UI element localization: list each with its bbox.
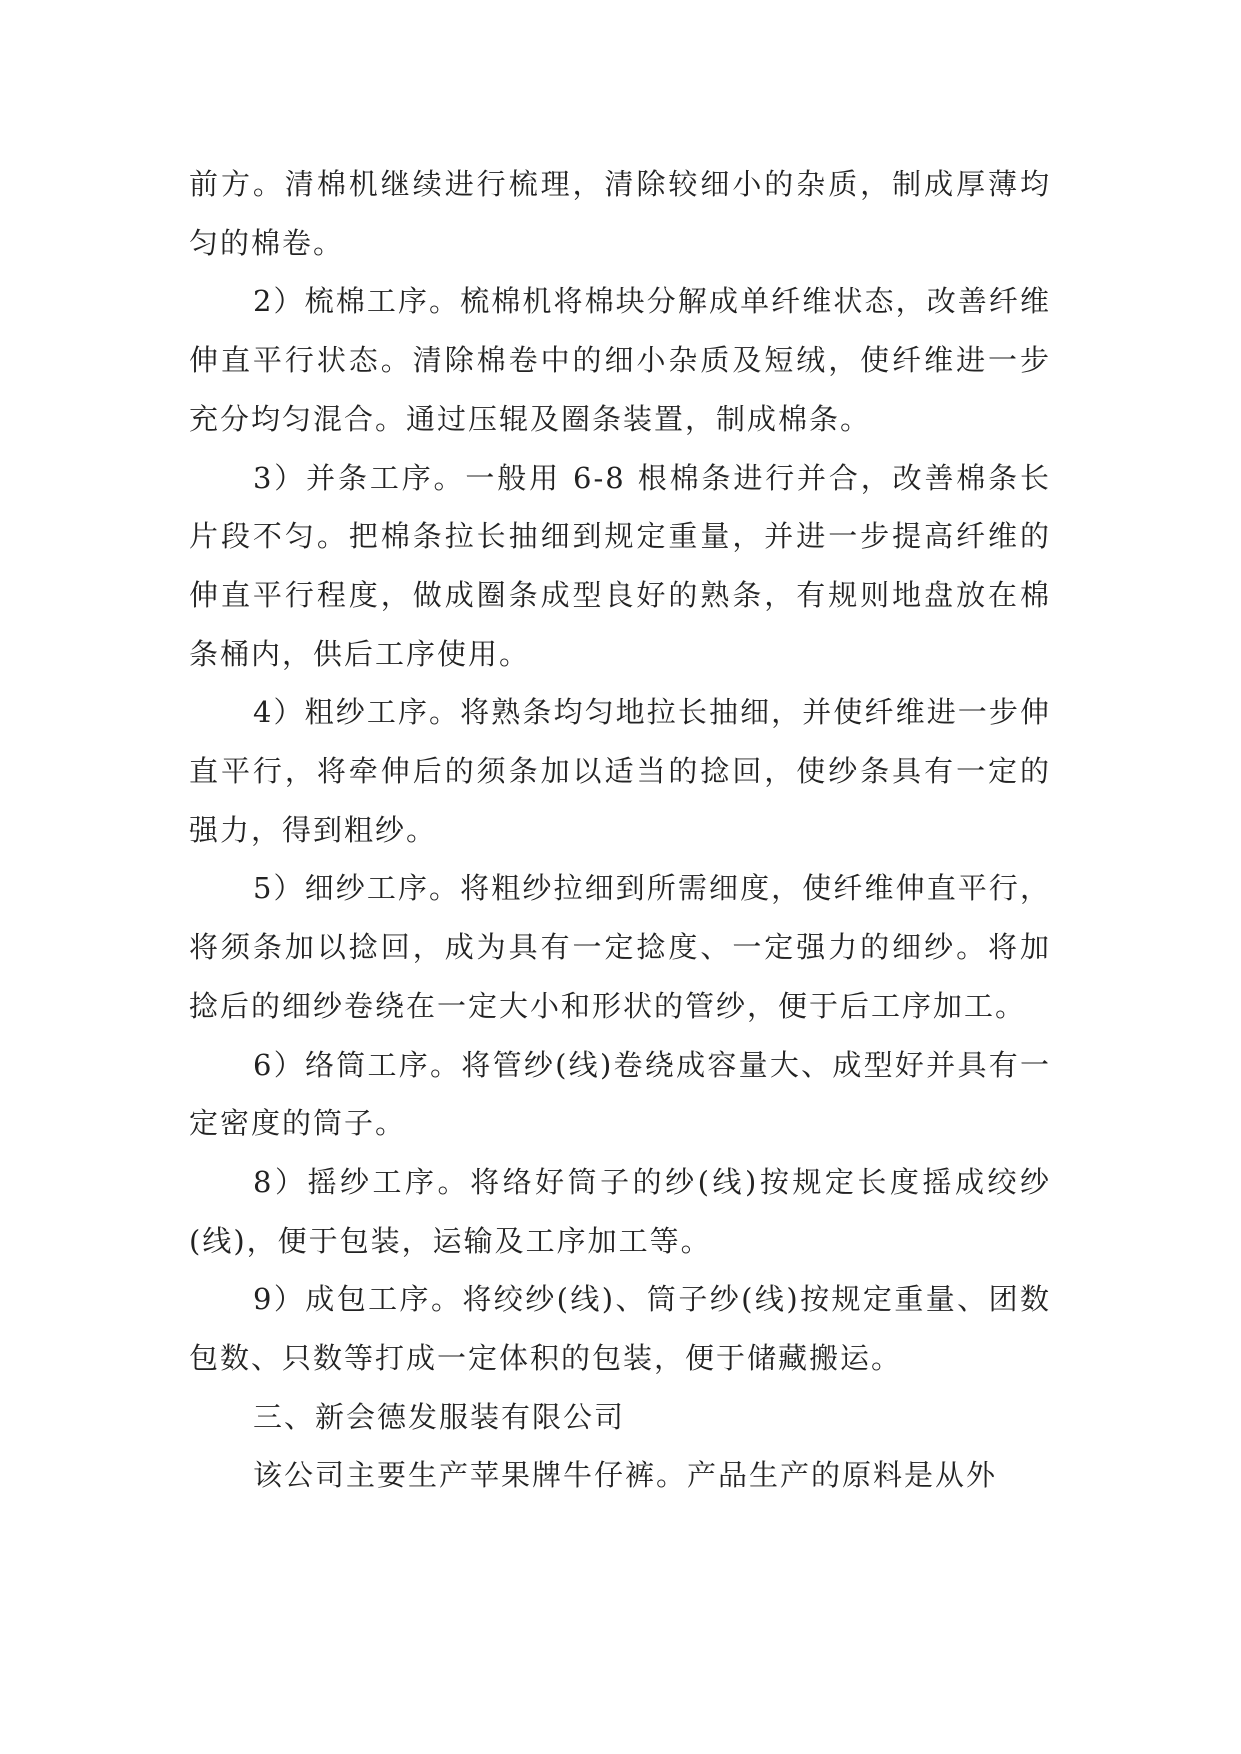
- paragraph-company-intro: 该公司主要生产苹果牌牛仔裤。产品生产的原料是从外: [253, 1458, 998, 1493]
- body-text: [189, 155, 1051, 1505]
- paragraph-carding: 2）梳棉工序。梳棉机将棉块分解成单纤维状态，改善纤维伸直平行状态。清除棉卷中的细小杂质及短绒，使纤维进一步充分均匀混合。通过压辊及圈条装置，制成棉条。: [189, 284, 1051, 436]
- section-heading: 三、新会德发服装有限公司: [253, 1399, 626, 1434]
- paragraph-drawing: 3）并条工序。一般用 6-8 根棉条进行并合，改善棉条长片段不匀。把棉条拉长抽细到规定重量，并进一步提高纤维的伸直平行程度，做成圈条成型良好的熟条，有规则地盘放在棉条桶内，供后工序使用。: [189, 460, 1051, 671]
- paragraph-continuation: 前方。清棉机继续进行梳理，清除较细小的杂质，制成厚薄均匀的棉卷。: [189, 167, 1051, 260]
- paragraph-roving: 4）粗纱工序。将熟条均匀地拉长抽细，并使纤维进一步伸直平行，将牵伸后的须条加以适当的捻回，使纱条具有一定的强力，得到粗纱。: [189, 695, 1051, 847]
- paragraph-winding: 6）络筒工序。将管纱(线)卷绕成容量大、成型好并具有一定密度的筒子。: [189, 1047, 1051, 1141]
- paragraph-baling: 9）成包工序。将绞纱(线)、筒子纱(线)按规定重量、团数包数、只数等打成一定体积的包装，便于储藏搬运。: [189, 1282, 1051, 1376]
- paragraph-spinning: 5）细纱工序。将粗纱拉细到所需细度，使纤维伸直平行，将须条加以捻回，成为具有一定捻度、一定强力的细纱。将加捻后的细纱卷绕在一定大小和形状的管纱，便于后工序加工。: [189, 871, 1051, 1023]
- paragraph-reeling: 8）摇纱工序。将络好筒子的纱(线)按规定长度摇成绞纱(线)，便于包装，运输及工序加工等。: [189, 1164, 1051, 1258]
